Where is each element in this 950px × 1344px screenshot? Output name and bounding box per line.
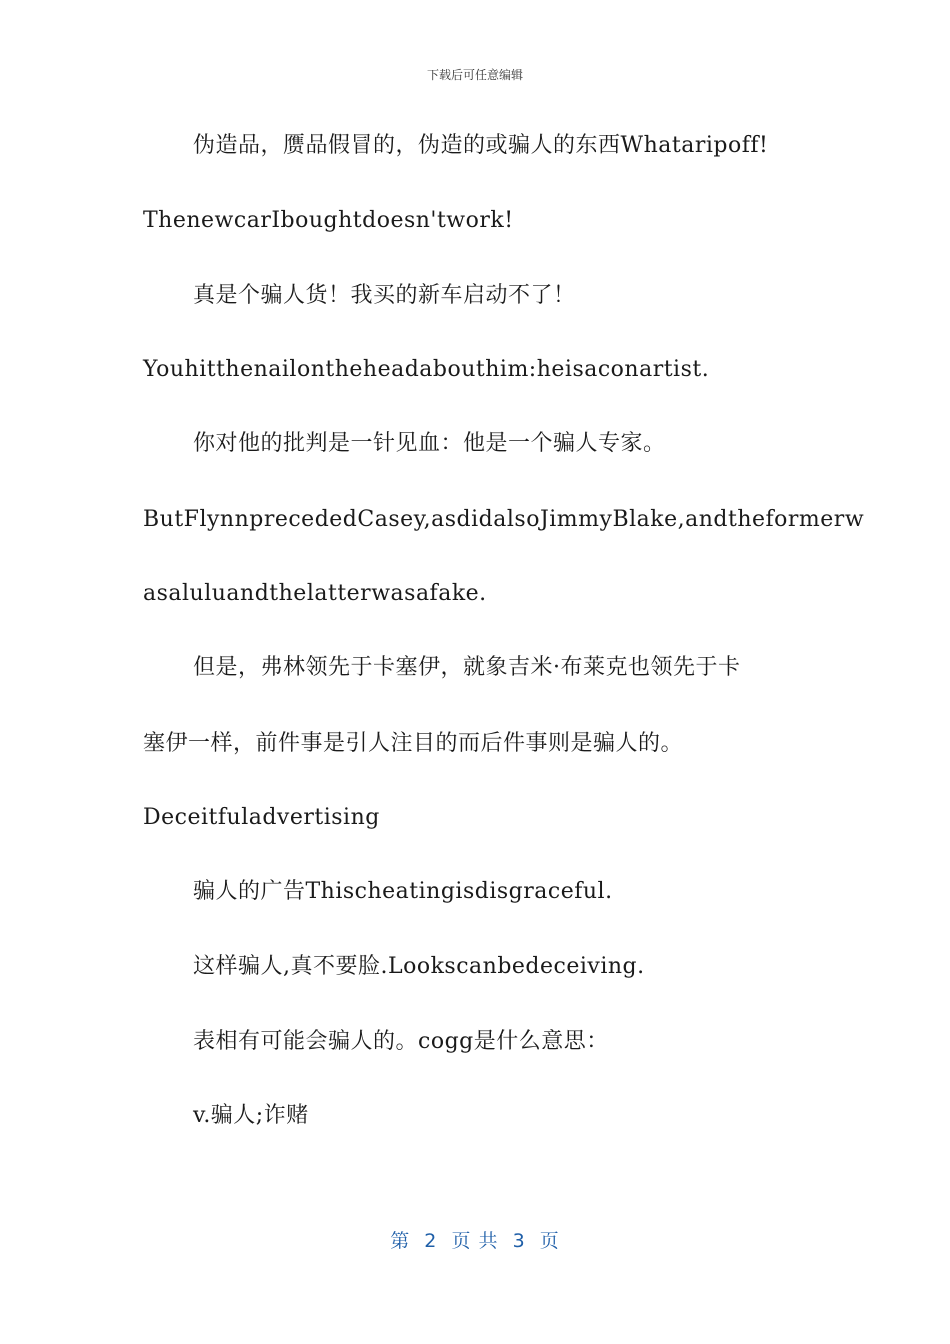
- text-line: ButFlynnprecededCasey,asdidalsoJimmyBlake,andtheformerw: [143, 507, 865, 532]
- page-header: 下载后可任意编辑: [426, 68, 523, 82]
- text-line: Youhitthenailontheheadabouthim:heisaconartist.: [143, 357, 710, 382]
- text-line: 你对他的批判是一针见血：他是一个骗人专家。: [193, 431, 666, 456]
- text-line: ThenewcarIboughtdoesn'twork!: [143, 208, 514, 233]
- text-line: 真是个骗人货！我买的新车启动不了！: [193, 283, 576, 308]
- text-line: 塞伊一样，前件事是引人注目的而后件事则是骗人的。: [143, 731, 684, 756]
- text-line: 表相有可能会骗人的。cogg是什么意思：: [193, 1029, 609, 1054]
- text-line: 但是，弗林领先于卡塞伊，就象吉米·布莱克也领先于卡: [193, 655, 741, 680]
- text-line: 伪造品，赝品假冒的，伪造的或骗人的东西Whataripoff!: [193, 133, 769, 158]
- text-line: v.骗人;诈赌: [193, 1103, 309, 1128]
- text-line: 这样骗人,真不要脸.Lookscanbedeceiving.: [193, 954, 645, 979]
- page-number-footer: 第 2 页 共 3 页: [390, 1230, 560, 1252]
- text-line: 骗人的广告Thischeatingisdisgraceful.: [193, 879, 613, 904]
- text-line: Deceitfuladvertising: [143, 805, 380, 830]
- text-line: asaluluandthelatterwasafake.: [143, 581, 487, 606]
